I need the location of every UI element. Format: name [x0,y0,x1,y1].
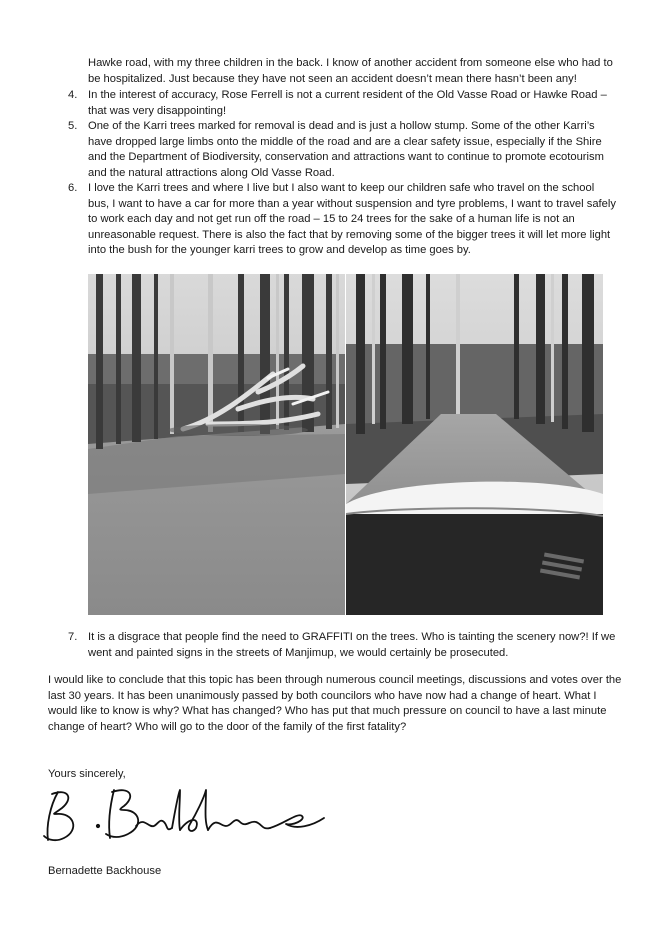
closing-paragraph: I would like to conclude that this topic has been through numerous council meetings, discussions and votes over the last 30 years. It has been unanimously passed by both councilors who have now had a change of heart. What I would like to know is why? What has changed? Who has put that much pressure on council to have a last minute change of heart? Who will go to the door of the family of the first fatality? [48,674,622,733]
list-item-number: 7. [68,631,78,643]
list-item-text: One of the Karri trees marked for removal is dead and is just a hollow stump. Some of the other Karri’s have dropped large limbs onto the middle of the road and are a clear safety issue, especially if the Shire and the Department of Biodiversity, conservation and attractions want to continue to promote ecotourism and the natural attractions along Old Vasse Road. [88,120,604,179]
salutation: Yours sincerely, [48,768,126,780]
list-item-text: In the interest of accuracy, Rose Ferrell is not a current resident of the Old Vasse Road or Hawke Road – that was very disappointing! [88,89,607,117]
handwritten-signature [40,786,330,854]
photo-fallen-limb [88,274,345,615]
list-item-text: It is a disgrace that people find the need to GRAFFITI on the trees. Who is tainting the scenery now?! If we went and painted signs in the streets of Manjimup, we would certainly be prosecuted. [88,631,616,659]
list-item-number: 5. [68,120,78,132]
signatory-name: Bernadette Backhouse [48,865,162,877]
road-photographs [88,274,603,615]
continuation-paragraph: Hawke road, with my three children in the back. I know of another accident from someone else who had to be hospitalized. Just because they have not seen an accident doesn’t mean there hasn’t been any! [88,57,613,85]
list-item-number: 4. [68,89,78,101]
list-item-text: I love the Karri trees and where I live but I also want to keep our children safe who travel on the school bus, I want to have a car for more than a year without suspension and tyre problems, I want to travel safely to work each day and not get run off the road – 15 to 24 trees for the sake of a human life is not an unreasonable request. There is also the fact that by removing some of the bigger trees it will let more light into the bush for the younger karri trees to grow and develop as time goes by. [88,182,616,256]
photo-dashboard-view [346,274,603,615]
list-item-number: 6. [68,182,78,194]
